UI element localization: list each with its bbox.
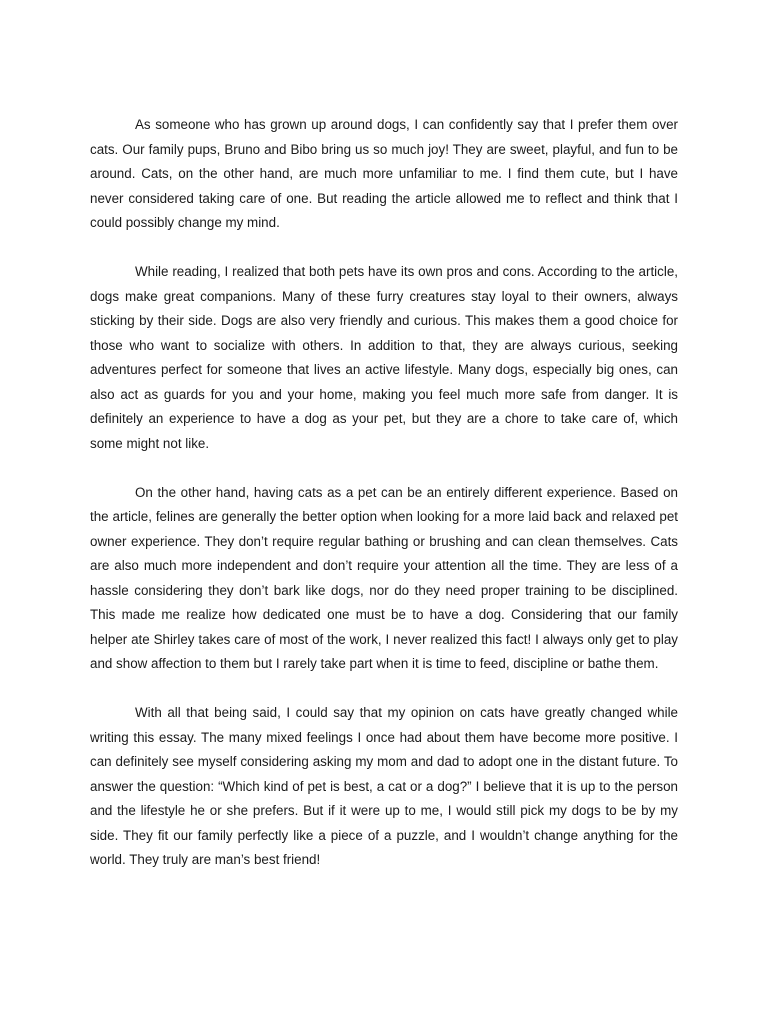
paragraph-intro: As someone who has grown up around dogs, I can confidently say that I prefer them over cats. Our family pups, Bruno and Bibo bring us so much joy! They are sweet, playful, and fun to be around. Cats, on the other hand, are much more unfamiliar to me. I find them cute, but I have never considered taking care of one. But reading the article allowed me to reflect and think that I could possibly change my mind. (90, 117, 678, 230)
paragraph-conclusion: With all that being said, I could say that my opinion on cats have greatly changed while writing this essay. The many mixed feelings I once had about them have become more positive. I can definitely see myself considering asking my mom and dad to adopt one in the distant future. To answer the question: “Which kind of pet is best, a cat or a dog?” I believe that it is up to the person and the lifestyle he or she prefers. But if it were up to me, I would still pick my dogs to be by my side. They fit our family perfectly like a piece of a puzzle, and I wouldn’t change anything for the world. They truly are man’s best friend! (90, 705, 678, 867)
paragraph-cats: On the other hand, having cats as a pet can be an entirely different experience. Based on the article, felines are generally the better option when looking for a more laid back and relaxed pet owner experience. They don’t require regular bathing or brushing and can clean themselves. Cats are also much more independent and don’t require your attention all the time. They are less of a hassle considering they don’t bark like dogs, nor do they need proper training to be disciplined. This made me realize how dedicated one must be to have a dog. Considering that our family helper ate Shirley takes care of most of the work, I never realized this fact! I always only get to play and show affection to them but I rarely take part when it is time to feed, discipline or bathe them. (90, 484, 678, 671)
essay-body (90, 113, 678, 873)
paragraph-dogs: While reading, I realized that both pets have its own pros and cons. According to the article, dogs make great companions. Many of these furry creatures stay loyal to their owners, always sticking by their side. Dogs are also very friendly and curious. This makes them a good choice for those who want to socialize with others. In addition to that, they are always curious, seeking adventures perfect for someone that lives an active lifestyle. Many dogs, especially big ones, can also act as guards for you and your home, making you feel much more safe from danger. It is definitely an experience to have a dog as your pet, but they are a chore to take care of, which some might not like. (90, 264, 678, 451)
